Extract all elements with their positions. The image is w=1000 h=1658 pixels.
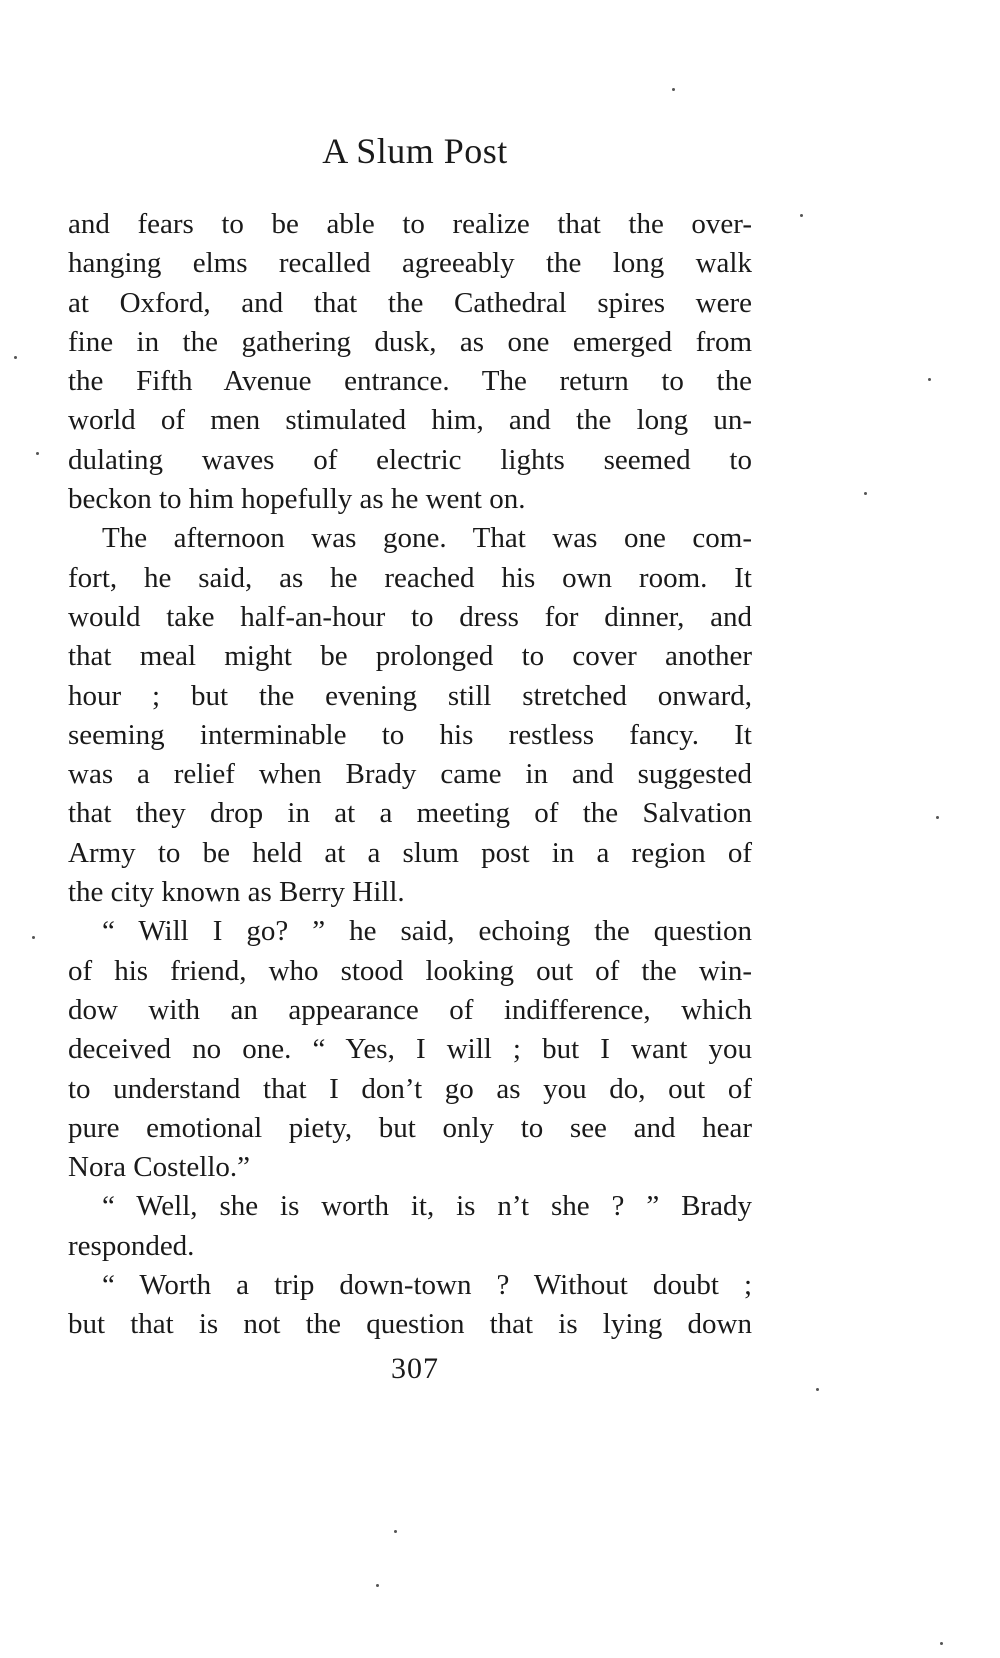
text-line: Army to be held at a slum post in a region of bbox=[68, 836, 752, 869]
text-line: fine in the gathering dusk, as one emerged from bbox=[68, 325, 752, 358]
text-line: hour ; but the evening still stretched onward, bbox=[68, 679, 752, 712]
scan-speck bbox=[14, 356, 17, 359]
body-text bbox=[68, 205, 752, 1345]
text-line: beckon to him hopefully as he went on. bbox=[68, 483, 526, 516]
scan-speck bbox=[672, 88, 675, 91]
text-line: that meal might be prolonged to cover another bbox=[68, 640, 752, 673]
text-line: seeming interminable to his restless fancy. It bbox=[68, 718, 752, 751]
text-line: responded. bbox=[68, 1229, 195, 1262]
scan-speck bbox=[940, 1642, 943, 1645]
text-line: the Fifth Avenue entrance. The return to the bbox=[68, 365, 752, 398]
text-line: at Oxford, and that the Cathedral spires were bbox=[68, 286, 752, 319]
scan-speck bbox=[864, 492, 867, 495]
text-line: was a relief when Brady came in and suggested bbox=[68, 758, 752, 791]
text-line: dulating waves of electric lights seemed to bbox=[68, 443, 752, 476]
text-line: of his friend, who stood looking out of the win- bbox=[68, 954, 752, 987]
text-line: “ Worth a trip down-town ? Without doubt ; bbox=[102, 1269, 752, 1302]
text-line: deceived no one. “ Yes, I will ; but I want you bbox=[68, 1033, 752, 1066]
scan-speck bbox=[32, 936, 35, 939]
text-line: “ Well, she is worth it, is n’t she ? ” Brady bbox=[102, 1190, 752, 1223]
scan-speck bbox=[394, 1530, 397, 1533]
text-line: hanging elms recalled agreeably the long walk bbox=[68, 247, 752, 280]
text-line: world of men stimulated him, and the long un- bbox=[68, 404, 752, 437]
text-line: fort, he said, as he reached his own room. It bbox=[68, 561, 752, 594]
text-line: The afternoon was gone. That was one com- bbox=[102, 522, 752, 555]
text-line: pure emotional piety, but only to see and hear bbox=[68, 1111, 752, 1144]
running-head: A Slum Post bbox=[322, 131, 508, 171]
text-line: Nora Costello.” bbox=[68, 1151, 251, 1184]
text-line: dow with an appearance of indifference, which bbox=[68, 993, 752, 1026]
scan-speck bbox=[816, 1388, 819, 1391]
text-line: that they drop in at a meeting of the Salvation bbox=[68, 797, 752, 830]
scan-speck bbox=[928, 378, 931, 381]
scan-speck bbox=[936, 816, 939, 819]
text-line: would take half-an-hour to dress for dinner, and bbox=[68, 600, 752, 633]
scan-speck bbox=[36, 452, 39, 455]
text-line: the city known as Berry Hill. bbox=[68, 876, 405, 909]
text-line: but that is not the question that is lying down bbox=[68, 1308, 752, 1341]
text-line: “ Will I go? ” he said, echoing the question bbox=[102, 915, 752, 948]
text-line: to understand that I don’t go as you do, out of bbox=[68, 1072, 752, 1105]
page-number: 307 bbox=[391, 1352, 439, 1385]
text-line: and fears to be able to realize that the over- bbox=[68, 208, 752, 240]
scan-speck bbox=[800, 214, 803, 217]
scan-speck bbox=[376, 1584, 379, 1587]
